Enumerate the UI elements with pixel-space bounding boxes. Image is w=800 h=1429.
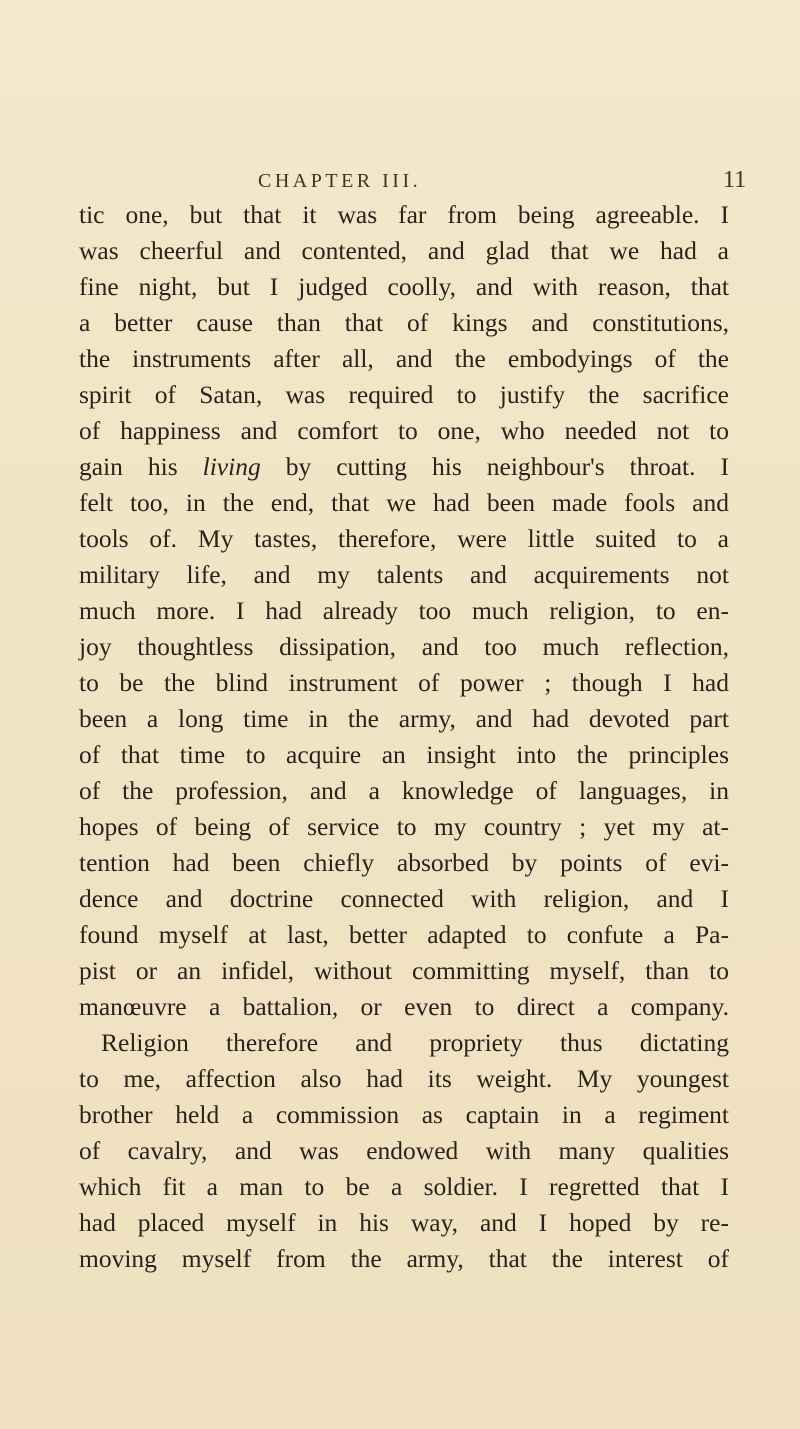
text-line: of the profession, and a knowledge of languages, in: [79, 776, 729, 805]
text-line: felt too, in the end, that we had been made fools and: [79, 488, 729, 517]
text-line: fine night, but I judged coolly, and with reason, that: [79, 272, 729, 301]
text-line: brother held a commission as captain in a regiment: [79, 1100, 729, 1129]
text-line-with-italic: [79, 449, 729, 485]
text-line: Religion therefore and propriety thus dictating: [101, 1028, 729, 1057]
text-line: to me, affection also had its weight. My youngest: [79, 1064, 729, 1093]
text-line: of happiness and comfort to one, who needed not to: [79, 416, 729, 445]
text-line: which fit a man to be a soldier. I regretted that I: [79, 1172, 729, 1201]
text-line: military life, and my talents and acquirements not: [79, 560, 729, 589]
text-line: tention had been chiefly absorbed by points of evi-: [79, 848, 729, 877]
text-line: of cavalry, and was endowed with many qualities: [79, 1136, 729, 1165]
page-header: [0, 167, 800, 200]
text-line: spirit of Satan, was required to justify the sacrifice: [79, 380, 729, 409]
text-line: moving myself from the army, that the interest of: [79, 1244, 729, 1273]
text-line: joy thoughtless dissipation, and too much reflection,: [79, 632, 729, 661]
text-line: manœuvre a battalion, or even to direct a company.: [79, 992, 729, 1021]
text-line: the instruments after all, and the embodyings of the: [79, 344, 729, 373]
page-number: 11: [723, 167, 747, 193]
text-line: found myself at last, better adapted to confute a Pa-: [79, 920, 729, 949]
text-line: to be the blind instrument of power ; though I had: [79, 668, 729, 697]
text-line: tools of. My tastes, therefore, were little suited to a: [79, 524, 729, 553]
running-head: CHAPTER III.: [258, 170, 422, 192]
text-segment: gain his: [79, 452, 203, 481]
text-segment: by cutting his neighbour's throat. I: [260, 452, 729, 481]
italic-word: living: [202, 452, 261, 481]
text-line: had placed myself in his way, and I hoped by re-: [79, 1208, 729, 1237]
body-text: [79, 197, 729, 1277]
text-line: hopes of being of service to my country ; yet my at-: [79, 812, 729, 841]
text-line: dence and doctrine connected with religion, and I: [79, 884, 729, 913]
text-line: tic one, but that it was far from being agreeable. I: [79, 200, 729, 229]
text-line: been a long time in the army, and had devoted part: [79, 704, 729, 733]
text-line: a better cause than that of kings and constitutions,: [79, 308, 729, 337]
text-line: was cheerful and contented, and glad that we had a: [79, 236, 729, 265]
text-line: of that time to acquire an insight into the principles: [79, 740, 729, 769]
text-line: much more. I had already too much religion, to en-: [79, 596, 729, 625]
text-line: pist or an infidel, without committing myself, than to: [79, 956, 729, 985]
